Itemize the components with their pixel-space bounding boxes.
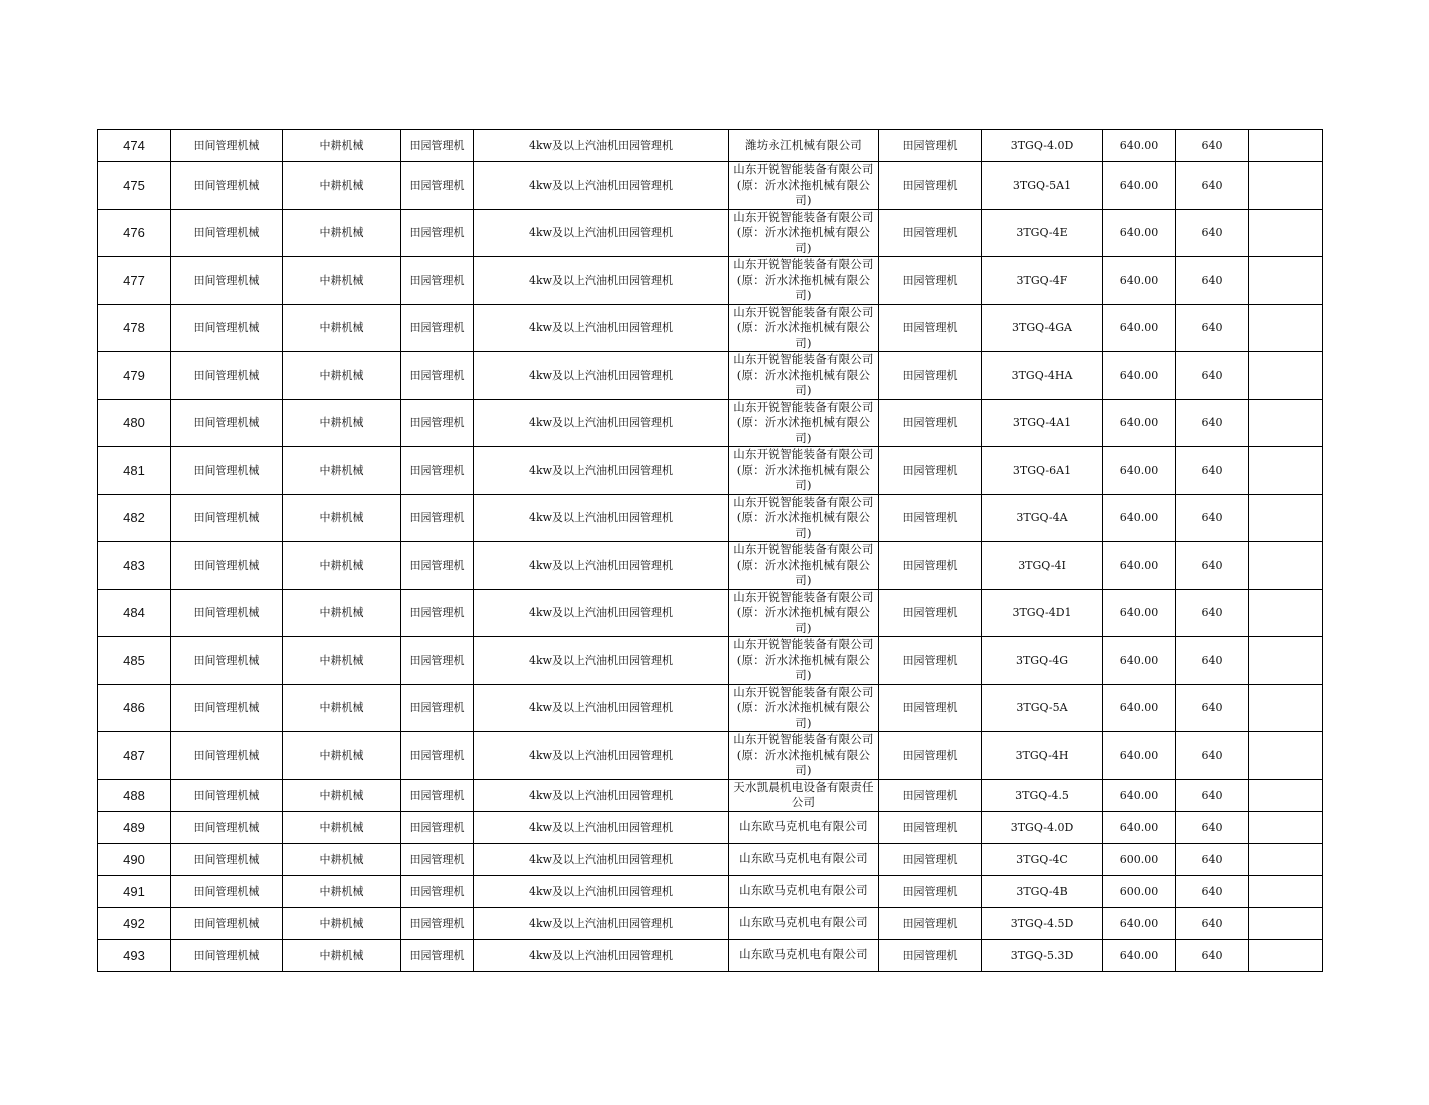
subcategory-cell: 中耕机械 [283, 907, 401, 939]
subsidy-amount-cell: 640.00 [1103, 399, 1176, 447]
grade-cell: 4kw及以上汽油机田园管理机 [474, 447, 729, 495]
item-cell: 田园管理机 [401, 684, 474, 732]
manufacturer-cell: 山东开锐智能装备有限公司(原：沂水沭拖机械有限公司) [729, 589, 879, 637]
note-cell [1249, 542, 1323, 590]
category-cell: 田间管理机械 [171, 399, 283, 447]
note-cell [1249, 684, 1323, 732]
note-cell [1249, 162, 1323, 210]
note-cell [1249, 447, 1323, 495]
product-name-cell: 田园管理机 [879, 352, 982, 400]
grade-cell: 4kw及以上汽油机田园管理机 [474, 304, 729, 352]
manufacturer-cell: 山东欧马克机电有限公司 [729, 907, 879, 939]
category-cell: 田间管理机械 [171, 209, 283, 257]
manufacturer-cell: 天水凯晨机电设备有限责任公司 [729, 779, 879, 811]
subsidy-cap-cell: 640 [1176, 447, 1249, 495]
row-number-cell: 482 [98, 494, 171, 542]
manufacturer-cell: 山东开锐智能装备有限公司(原：沂水沭拖机械有限公司) [729, 399, 879, 447]
model-cell: 3TGQ-5.3D [982, 939, 1103, 971]
product-name-cell: 田园管理机 [879, 130, 982, 162]
model-cell: 3TGQ-5A [982, 684, 1103, 732]
table-row [98, 399, 1323, 447]
note-cell [1249, 939, 1323, 971]
product-name-cell: 田园管理机 [879, 637, 982, 685]
category-cell: 田间管理机械 [171, 589, 283, 637]
subsidy-cap-cell: 640 [1176, 779, 1249, 811]
item-cell: 田园管理机 [401, 542, 474, 590]
grade-cell: 4kw及以上汽油机田园管理机 [474, 162, 729, 210]
note-cell [1249, 130, 1323, 162]
grade-cell: 4kw及以上汽油机田园管理机 [474, 811, 729, 843]
grade-cell: 4kw及以上汽油机田园管理机 [474, 589, 729, 637]
product-name-cell: 田园管理机 [879, 494, 982, 542]
subsidy-cap-cell: 640 [1176, 732, 1249, 780]
subsidy-cap-cell: 640 [1176, 162, 1249, 210]
row-number-cell: 486 [98, 684, 171, 732]
subcategory-cell: 中耕机械 [283, 732, 401, 780]
item-cell: 田园管理机 [401, 939, 474, 971]
grade-cell: 4kw及以上汽油机田园管理机 [474, 209, 729, 257]
row-number-cell: 478 [98, 304, 171, 352]
model-cell: 3TGQ-4I [982, 542, 1103, 590]
grade-cell: 4kw及以上汽油机田园管理机 [474, 637, 729, 685]
note-cell [1249, 875, 1323, 907]
category-cell: 田间管理机械 [171, 875, 283, 907]
model-cell: 3TGQ-4D1 [982, 589, 1103, 637]
row-number-cell: 480 [98, 399, 171, 447]
manufacturer-cell: 潍坊永江机械有限公司 [729, 130, 879, 162]
model-cell: 3TGQ-4G [982, 637, 1103, 685]
category-cell: 田间管理机械 [171, 732, 283, 780]
row-number-cell: 483 [98, 542, 171, 590]
table-row [98, 542, 1323, 590]
note-cell [1249, 399, 1323, 447]
manufacturer-cell: 山东开锐智能装备有限公司(原：沂水沭拖机械有限公司) [729, 304, 879, 352]
table-row [98, 447, 1323, 495]
subcategory-cell: 中耕机械 [283, 843, 401, 875]
subsidy-amount-cell: 640.00 [1103, 542, 1176, 590]
row-number-cell: 484 [98, 589, 171, 637]
product-name-cell: 田园管理机 [879, 589, 982, 637]
row-number-cell: 481 [98, 447, 171, 495]
subsidy-cap-cell: 640 [1176, 811, 1249, 843]
subsidy-cap-cell: 640 [1176, 542, 1249, 590]
subsidy-cap-cell: 640 [1176, 684, 1249, 732]
table-row [98, 811, 1323, 843]
subsidy-amount-cell: 640.00 [1103, 209, 1176, 257]
product-name-cell: 田园管理机 [879, 257, 982, 305]
subsidy-cap-cell: 640 [1176, 589, 1249, 637]
subcategory-cell: 中耕机械 [283, 589, 401, 637]
subsidy-amount-cell: 640.00 [1103, 811, 1176, 843]
grade-cell: 4kw及以上汽油机田园管理机 [474, 779, 729, 811]
item-cell: 田园管理机 [401, 907, 474, 939]
row-number-cell: 493 [98, 939, 171, 971]
category-cell: 田间管理机械 [171, 352, 283, 400]
subcategory-cell: 中耕机械 [283, 257, 401, 305]
note-cell [1249, 352, 1323, 400]
grade-cell: 4kw及以上汽油机田园管理机 [474, 684, 729, 732]
product-name-cell: 田园管理机 [879, 875, 982, 907]
table-row [98, 162, 1323, 210]
table-row [98, 875, 1323, 907]
category-cell: 田间管理机械 [171, 684, 283, 732]
subsidy-cap-cell: 640 [1176, 304, 1249, 352]
product-name-cell: 田园管理机 [879, 399, 982, 447]
table-row [98, 304, 1323, 352]
subcategory-cell: 中耕机械 [283, 130, 401, 162]
category-cell: 田间管理机械 [171, 542, 283, 590]
grade-cell: 4kw及以上汽油机田园管理机 [474, 399, 729, 447]
note-cell [1249, 811, 1323, 843]
subcategory-cell: 中耕机械 [283, 209, 401, 257]
item-cell: 田园管理机 [401, 304, 474, 352]
model-cell: 3TGQ-4GA [982, 304, 1103, 352]
product-name-cell: 田园管理机 [879, 811, 982, 843]
model-cell: 3TGQ-4A [982, 494, 1103, 542]
table-row [98, 130, 1323, 162]
subcategory-cell: 中耕机械 [283, 684, 401, 732]
grade-cell: 4kw及以上汽油机田园管理机 [474, 257, 729, 305]
category-cell: 田间管理机械 [171, 257, 283, 305]
category-cell: 田间管理机械 [171, 637, 283, 685]
model-cell: 3TGQ-4.0D [982, 811, 1103, 843]
product-name-cell: 田园管理机 [879, 843, 982, 875]
row-number-cell: 485 [98, 637, 171, 685]
table-row [98, 352, 1323, 400]
subsidy-amount-cell: 640.00 [1103, 352, 1176, 400]
note-cell [1249, 843, 1323, 875]
subcategory-cell: 中耕机械 [283, 939, 401, 971]
subsidy-amount-cell: 640.00 [1103, 130, 1176, 162]
model-cell: 3TGQ-6A1 [982, 447, 1103, 495]
subcategory-cell: 中耕机械 [283, 494, 401, 542]
category-cell: 田间管理机械 [171, 843, 283, 875]
subcategory-cell: 中耕机械 [283, 542, 401, 590]
product-name-cell: 田园管理机 [879, 939, 982, 971]
subcategory-cell: 中耕机械 [283, 304, 401, 352]
table-row [98, 939, 1323, 971]
category-cell: 田间管理机械 [171, 779, 283, 811]
subsidy-cap-cell: 640 [1176, 399, 1249, 447]
subcategory-cell: 中耕机械 [283, 162, 401, 210]
item-cell: 田园管理机 [401, 811, 474, 843]
product-name-cell: 田园管理机 [879, 779, 982, 811]
subsidy-amount-cell: 640.00 [1103, 257, 1176, 305]
subsidy-amount-cell: 640.00 [1103, 304, 1176, 352]
note-cell [1249, 209, 1323, 257]
manufacturer-cell: 山东欧马克机电有限公司 [729, 939, 879, 971]
item-cell: 田园管理机 [401, 447, 474, 495]
row-number-cell: 474 [98, 130, 171, 162]
row-number-cell: 475 [98, 162, 171, 210]
product-name-cell: 田园管理机 [879, 209, 982, 257]
grade-cell: 4kw及以上汽油机田园管理机 [474, 843, 729, 875]
subsidy-amount-cell: 640.00 [1103, 779, 1176, 811]
note-cell [1249, 779, 1323, 811]
product-name-cell: 田园管理机 [879, 542, 982, 590]
model-cell: 3TGQ-4B [982, 875, 1103, 907]
table-row [98, 907, 1323, 939]
item-cell: 田园管理机 [401, 257, 474, 305]
item-cell: 田园管理机 [401, 637, 474, 685]
manufacturer-cell: 山东开锐智能装备有限公司(原：沂水沭拖机械有限公司) [729, 494, 879, 542]
subsidy-cap-cell: 640 [1176, 907, 1249, 939]
subsidy-cap-cell: 640 [1176, 257, 1249, 305]
item-cell: 田园管理机 [401, 162, 474, 210]
model-cell: 3TGQ-5A1 [982, 162, 1103, 210]
table-row [98, 209, 1323, 257]
manufacturer-cell: 山东开锐智能装备有限公司(原：沂水沭拖机械有限公司) [729, 162, 879, 210]
category-cell: 田间管理机械 [171, 162, 283, 210]
row-number-cell: 490 [98, 843, 171, 875]
product-name-cell: 田园管理机 [879, 684, 982, 732]
manufacturer-cell: 山东开锐智能装备有限公司(原：沂水沭拖机械有限公司) [729, 209, 879, 257]
subsidy-cap-cell: 640 [1176, 494, 1249, 542]
category-cell: 田间管理机械 [171, 811, 283, 843]
item-cell: 田园管理机 [401, 589, 474, 637]
manufacturer-cell: 山东欧马克机电有限公司 [729, 843, 879, 875]
category-cell: 田间管理机械 [171, 494, 283, 542]
grade-cell: 4kw及以上汽油机田园管理机 [474, 732, 729, 780]
model-cell: 3TGQ-4F [982, 257, 1103, 305]
subsidy-amount-cell: 640.00 [1103, 162, 1176, 210]
table-row [98, 589, 1323, 637]
note-cell [1249, 637, 1323, 685]
subcategory-cell: 中耕机械 [283, 352, 401, 400]
manufacturer-cell: 山东开锐智能装备有限公司(原：沂水沭拖机械有限公司) [729, 447, 879, 495]
manufacturer-cell: 山东开锐智能装备有限公司(原：沂水沭拖机械有限公司) [729, 257, 879, 305]
item-cell: 田园管理机 [401, 399, 474, 447]
model-cell: 3TGQ-4H [982, 732, 1103, 780]
subsidy-amount-cell: 640.00 [1103, 684, 1176, 732]
subcategory-cell: 中耕机械 [283, 637, 401, 685]
grade-cell: 4kw及以上汽油机田园管理机 [474, 907, 729, 939]
item-cell: 田园管理机 [401, 843, 474, 875]
category-cell: 田间管理机械 [171, 304, 283, 352]
subsidy-cap-cell: 640 [1176, 130, 1249, 162]
product-name-cell: 田园管理机 [879, 162, 982, 210]
product-name-cell: 田园管理机 [879, 304, 982, 352]
table-row [98, 843, 1323, 875]
subcategory-cell: 中耕机械 [283, 779, 401, 811]
note-cell [1249, 257, 1323, 305]
grade-cell: 4kw及以上汽油机田园管理机 [474, 542, 729, 590]
subcategory-cell: 中耕机械 [283, 399, 401, 447]
row-number-cell: 492 [98, 907, 171, 939]
manufacturer-cell: 山东欧马克机电有限公司 [729, 811, 879, 843]
manufacturer-cell: 山东欧马克机电有限公司 [729, 875, 879, 907]
grade-cell: 4kw及以上汽油机田园管理机 [474, 494, 729, 542]
subcategory-cell: 中耕机械 [283, 447, 401, 495]
note-cell [1249, 304, 1323, 352]
table-row [98, 779, 1323, 811]
item-cell: 田园管理机 [401, 494, 474, 542]
table-body [98, 130, 1323, 972]
subsidy-cap-cell: 640 [1176, 352, 1249, 400]
grade-cell: 4kw及以上汽油机田园管理机 [474, 352, 729, 400]
table-row [98, 637, 1323, 685]
subcategory-cell: 中耕机械 [283, 875, 401, 907]
category-cell: 田间管理机械 [171, 939, 283, 971]
model-cell: 3TGQ-4.5D [982, 907, 1103, 939]
item-cell: 田园管理机 [401, 352, 474, 400]
category-cell: 田间管理机械 [171, 907, 283, 939]
subsidy-amount-cell: 640.00 [1103, 939, 1176, 971]
row-number-cell: 479 [98, 352, 171, 400]
subsidy-amount-cell: 640.00 [1103, 494, 1176, 542]
table-row [98, 732, 1323, 780]
model-cell: 3TGQ-4.0D [982, 130, 1103, 162]
model-cell: 3TGQ-4.5 [982, 779, 1103, 811]
table-row [98, 684, 1323, 732]
grade-cell: 4kw及以上汽油机田园管理机 [474, 130, 729, 162]
subsidy-cap-cell: 640 [1176, 843, 1249, 875]
product-name-cell: 田园管理机 [879, 732, 982, 780]
item-cell: 田园管理机 [401, 732, 474, 780]
model-cell: 3TGQ-4A1 [982, 399, 1103, 447]
product-name-cell: 田园管理机 [879, 907, 982, 939]
manufacturer-cell: 山东开锐智能装备有限公司(原：沂水沭拖机械有限公司) [729, 542, 879, 590]
product-name-cell: 田园管理机 [879, 447, 982, 495]
note-cell [1249, 589, 1323, 637]
category-cell: 田间管理机械 [171, 447, 283, 495]
model-cell: 3TGQ-4HA [982, 352, 1103, 400]
subsidy-cap-cell: 640 [1176, 939, 1249, 971]
subcategory-cell: 中耕机械 [283, 811, 401, 843]
category-cell: 田间管理机械 [171, 130, 283, 162]
row-number-cell: 476 [98, 209, 171, 257]
subsidy-cap-cell: 640 [1176, 637, 1249, 685]
item-cell: 田园管理机 [401, 779, 474, 811]
grade-cell: 4kw及以上汽油机田园管理机 [474, 875, 729, 907]
note-cell [1249, 907, 1323, 939]
subsidy-amount-cell: 640.00 [1103, 447, 1176, 495]
note-cell [1249, 732, 1323, 780]
manufacturer-cell: 山东开锐智能装备有限公司(原：沂水沭拖机械有限公司) [729, 732, 879, 780]
subsidy-cap-cell: 640 [1176, 209, 1249, 257]
manufacturer-cell: 山东开锐智能装备有限公司(原：沂水沭拖机械有限公司) [729, 352, 879, 400]
row-number-cell: 491 [98, 875, 171, 907]
subsidy-table [97, 129, 1323, 972]
subsidy-amount-cell: 600.00 [1103, 875, 1176, 907]
subsidy-amount-cell: 600.00 [1103, 843, 1176, 875]
manufacturer-cell: 山东开锐智能装备有限公司(原：沂水沭拖机械有限公司) [729, 684, 879, 732]
manufacturer-cell: 山东开锐智能装备有限公司(原：沂水沭拖机械有限公司) [729, 637, 879, 685]
item-cell: 田园管理机 [401, 875, 474, 907]
table-row [98, 494, 1323, 542]
subsidy-cap-cell: 640 [1176, 875, 1249, 907]
subsidy-amount-cell: 640.00 [1103, 732, 1176, 780]
row-number-cell: 487 [98, 732, 171, 780]
item-cell: 田园管理机 [401, 209, 474, 257]
grade-cell: 4kw及以上汽油机田园管理机 [474, 939, 729, 971]
row-number-cell: 488 [98, 779, 171, 811]
model-cell: 3TGQ-4E [982, 209, 1103, 257]
row-number-cell: 477 [98, 257, 171, 305]
item-cell: 田园管理机 [401, 130, 474, 162]
subsidy-amount-cell: 640.00 [1103, 637, 1176, 685]
table-row [98, 257, 1323, 305]
subsidy-amount-cell: 640.00 [1103, 907, 1176, 939]
row-number-cell: 489 [98, 811, 171, 843]
model-cell: 3TGQ-4C [982, 843, 1103, 875]
note-cell [1249, 494, 1323, 542]
subsidy-amount-cell: 640.00 [1103, 589, 1176, 637]
